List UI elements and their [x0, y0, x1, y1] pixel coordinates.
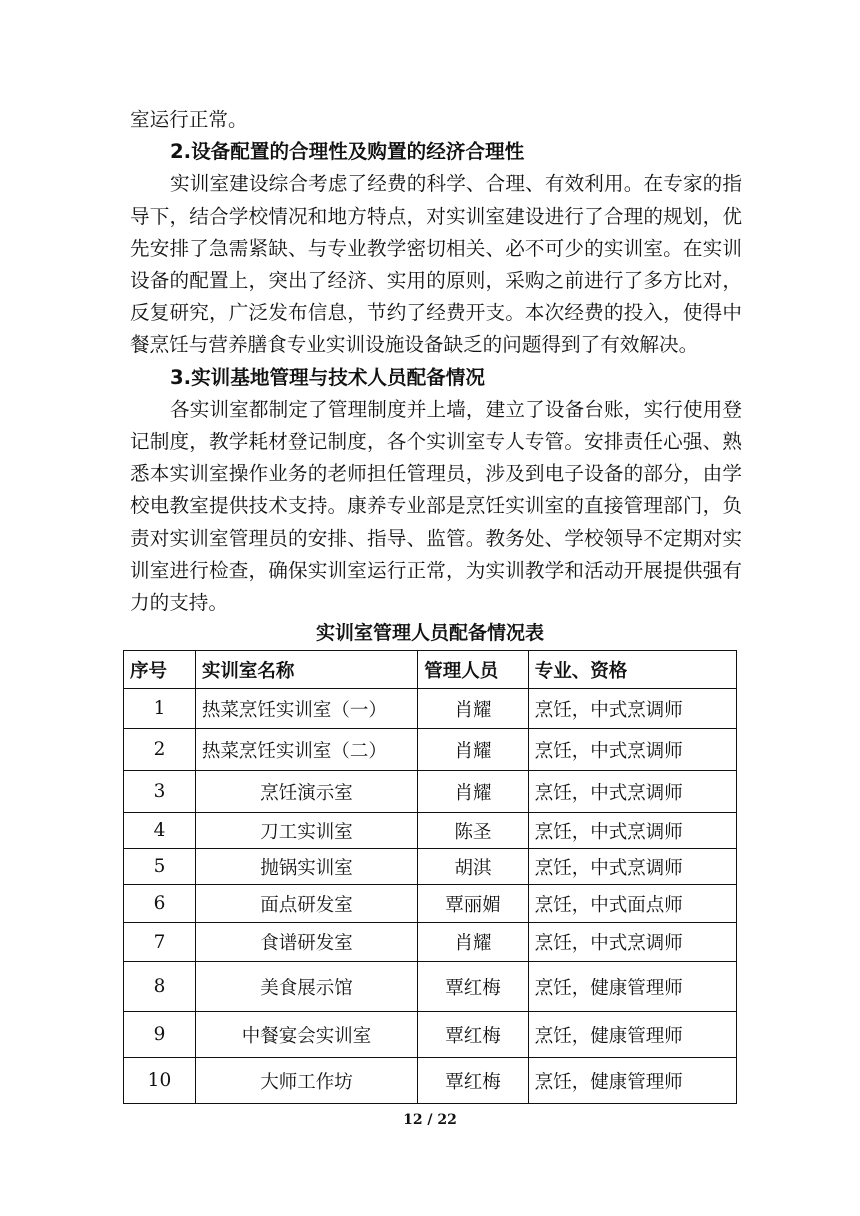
- cell-qualification: 烹饪，中式烹调师: [528, 689, 736, 729]
- cell-index: 7: [124, 923, 196, 962]
- staff-table: [123, 650, 737, 1104]
- table-title: 实训室管理人员配备情况表: [315, 622, 544, 644]
- cell-manager: 覃红梅: [418, 962, 529, 1012]
- cell-room-name: 抛锅实训室: [195, 849, 417, 885]
- cell-qualification: 烹饪，健康管理师: [528, 1012, 736, 1058]
- cell-index: 8: [124, 962, 196, 1012]
- section-heading-3: 3.实训基地管理与技术人员配备情况: [170, 365, 485, 389]
- cell-index: 4: [124, 813, 196, 849]
- cell-qualification: 烹饪，中式烹调师: [528, 923, 736, 962]
- cell-index: 9: [124, 1012, 196, 1058]
- cell-qualification: 烹饪，中式烹调师: [528, 771, 736, 813]
- table-row: [124, 729, 737, 771]
- table-row: [124, 923, 737, 962]
- table-row: [124, 849, 737, 885]
- cell-manager: 肖耀: [418, 771, 529, 813]
- cell-room-name: 烹饪演示室: [195, 771, 417, 813]
- table-row: [124, 962, 737, 1012]
- paragraph-management: 各实训室都制定了管理制度并上墙，建立了设备台账，实行使用登记制度，教学耗材登记制度，各个实训室专人专管。安排责任心强、熟悉本实训室操作业务的老师担任管理员，涉及到电子设备的部分，由学校电教室提供技术支持。康养专业部是烹饪实训室的直接管理部门，负责对实训室管理员的安排、指导、监管。教务处、学校领导不定期对实训室进行检查，确保实训室运行正常，为实训教学和活动开展提供强有力的支持。: [130, 397, 742, 615]
- header-room-name: 实训室名称: [195, 651, 417, 689]
- cell-index: 3: [124, 771, 196, 813]
- table-row: [124, 813, 737, 849]
- header-index: 序号: [124, 651, 196, 689]
- header-qualification: 专业、资格: [528, 651, 736, 689]
- cell-room-name: 大师工作坊: [195, 1058, 417, 1104]
- table-row: [124, 885, 737, 923]
- table-header-row: [124, 651, 737, 689]
- paragraph-equipment: 实训室建设综合考虑了经费的科学、合理、有效利用。在专家的指导下，结合学校情况和地方特点，对实训室建设进行了合理的规划，优先安排了急需紧缺、与专业教学密切相关、必不可少的实训室。在实训设备的配置上，突出了经济、实用的原则，采购之前进行了多方比对，反复研究，广泛发布信息，节约了经费开支。本次经费的投入，使得中餐烹饪与营养膳食专业实训设施设备缺乏的问题得到了有效解决。: [130, 172, 742, 357]
- cell-manager: 陈圣: [418, 813, 529, 849]
- cell-manager: 覃丽媚: [418, 885, 529, 923]
- cell-manager: 肖耀: [418, 923, 529, 962]
- cell-manager: 胡淇: [418, 849, 529, 885]
- section-heading-2: 2.设备配置的合理性及购置的经济合理性: [170, 140, 525, 164]
- cell-qualification: 烹饪，中式烹调师: [528, 813, 736, 849]
- cell-manager: 覃红梅: [418, 1058, 529, 1104]
- cell-manager: 肖耀: [418, 729, 529, 771]
- cell-manager: 覃红梅: [418, 1012, 529, 1058]
- cell-index: 1: [124, 689, 196, 729]
- header-manager: 管理人员: [418, 651, 529, 689]
- paragraph-continuation: 室运行正常。: [130, 108, 248, 131]
- table-row: [124, 1012, 737, 1058]
- cell-qualification: 烹饪，健康管理师: [528, 962, 736, 1012]
- table-row: [124, 771, 737, 813]
- cell-index: 2: [124, 729, 196, 771]
- cell-room-name: 刀工实训室: [195, 813, 417, 849]
- cell-room-name: 热菜烹饪实训室（一）: [195, 689, 417, 729]
- cell-room-name: 热菜烹饪实训室（二）: [195, 729, 417, 771]
- cell-qualification: 烹饪，中式面点师: [528, 885, 736, 923]
- table-row: [124, 689, 737, 729]
- cell-index: 10: [124, 1058, 196, 1104]
- cell-qualification: 烹饪，中式烹调师: [528, 729, 736, 771]
- page-number: 12 / 22: [403, 1112, 457, 1128]
- cell-qualification: 烹饪，中式烹调师: [528, 849, 736, 885]
- cell-qualification: 烹饪，健康管理师: [528, 1058, 736, 1104]
- cell-room-name: 食谱研发室: [195, 923, 417, 962]
- cell-room-name: 美食展示馆: [195, 962, 417, 1012]
- cell-index: 5: [124, 849, 196, 885]
- table-row: [124, 1058, 737, 1104]
- cell-index: 6: [124, 885, 196, 923]
- cell-room-name: 中餐宴会实训室: [195, 1012, 417, 1058]
- cell-manager: 肖耀: [418, 689, 529, 729]
- cell-room-name: 面点研发室: [195, 885, 417, 923]
- body-text: [130, 104, 742, 619]
